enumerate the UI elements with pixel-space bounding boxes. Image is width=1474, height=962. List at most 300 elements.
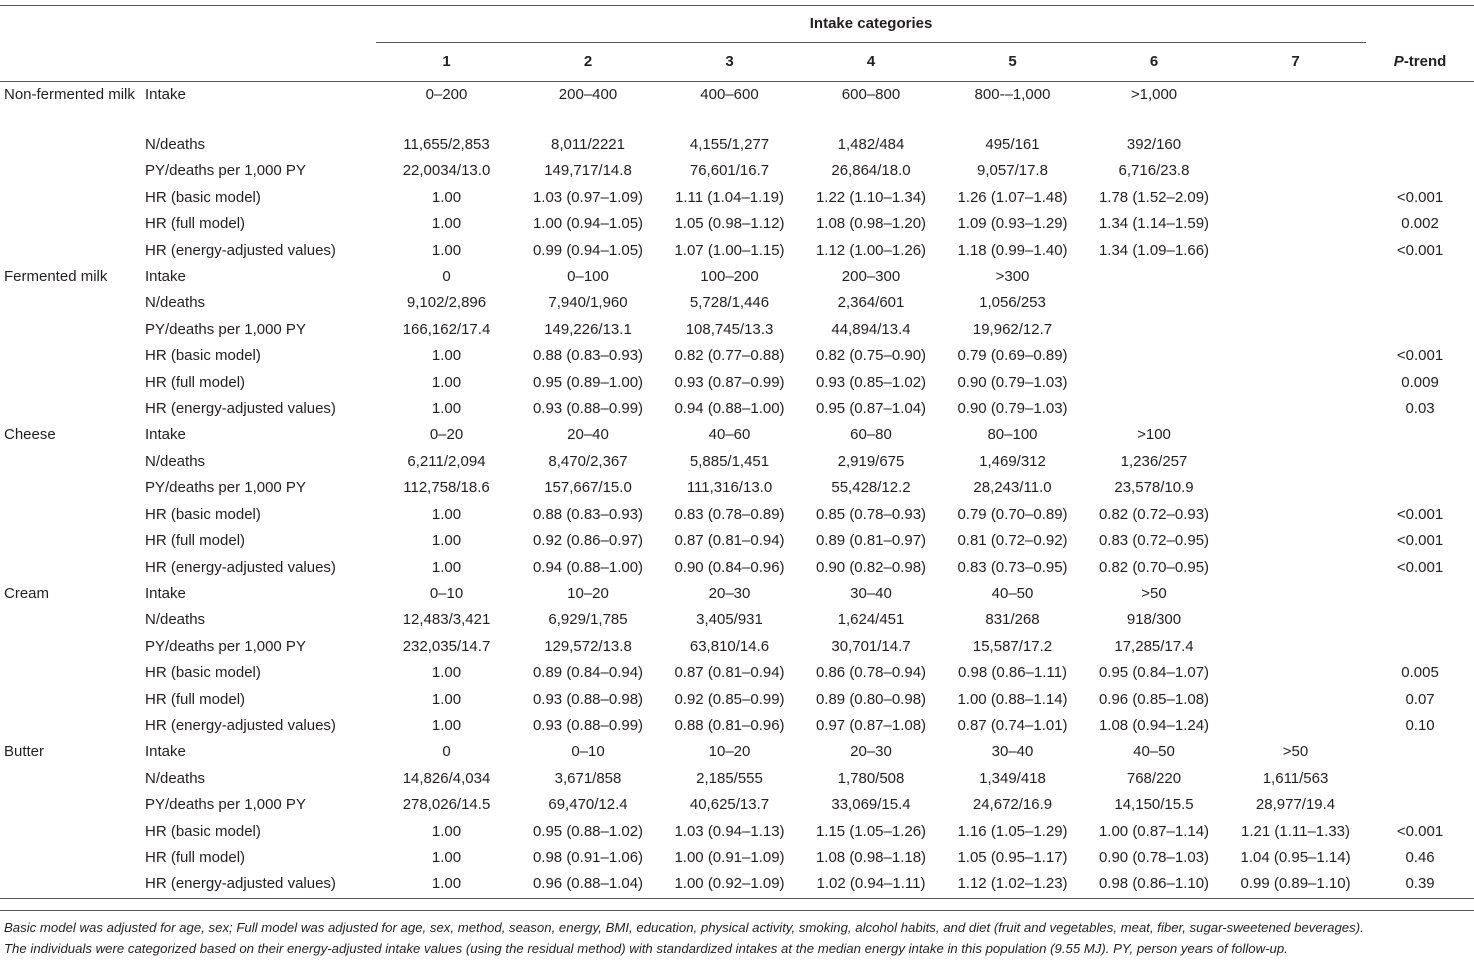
table-row <box>0 634 1474 660</box>
row-label: PY/deaths per 1,000 PY <box>145 162 306 180</box>
table-cell: 0 <box>442 743 451 761</box>
table-cell: 149,226/13.1 <box>544 320 632 338</box>
p-trend-cell <box>1366 158 1474 184</box>
table-cell: 0–20 <box>429 426 464 444</box>
table-row <box>0 792 1474 818</box>
table-cell <box>1225 343 1366 369</box>
table-cell: 76,601/16.7 <box>689 162 770 180</box>
table-cell: 30,701/14.7 <box>831 637 911 655</box>
food-group-label <box>0 317 141 343</box>
table-cell <box>1225 158 1366 184</box>
table-cell: 1.04 (0.95–1.14) <box>1240 848 1351 866</box>
p-trend-cell <box>1366 766 1474 792</box>
header-row-categories <box>0 6 1474 43</box>
table-cell: 0.90 (0.78–1.03) <box>1098 848 1210 866</box>
table-cell: 918/300 <box>1126 611 1182 629</box>
table-cell: 3,671/858 <box>554 769 622 787</box>
table-cell: 0.88 (0.81–0.96) <box>674 716 785 734</box>
table-cell: 6,929/1,785 <box>548 611 628 629</box>
p-trend-cell: 0.009 <box>1401 373 1439 391</box>
row-label: HR (basic model) <box>145 664 261 682</box>
table-cell: 108,745/13.3 <box>685 320 774 338</box>
row-label: HR (basic model) <box>145 188 261 206</box>
table-row <box>0 502 1474 528</box>
food-group-label: Non-fermented milk <box>4 86 135 103</box>
table-cell: 0.90 (0.84–0.96) <box>674 558 785 576</box>
table-cell: 0.89 (0.81–0.97) <box>815 532 927 550</box>
table-cell: 0.82 (0.70–0.95) <box>1098 558 1210 576</box>
table-cell: 0.95 (0.84–1.07) <box>1098 664 1210 682</box>
food-group-label <box>0 475 141 501</box>
food-group-label <box>0 370 141 396</box>
table-cell: 0–10 <box>429 584 464 602</box>
table-row <box>0 370 1474 396</box>
footnote-line: The individuals were categorized based on their energy-adjusted intake values (using the residual method) with standardized intakes at the median energy intake in this population (9.55 MJ). PY, person years of follow-up. <box>4 941 1288 956</box>
table-cell: 11,655/2,853 <box>403 136 490 153</box>
table-cell: 2,185/555 <box>696 769 763 787</box>
table-cell: >50 <box>1141 584 1167 602</box>
table-cell: 1.11 (1.04–1.19) <box>675 188 784 206</box>
table-cell: 2,364/601 <box>837 294 905 312</box>
p-trend-cell <box>1366 132 1474 158</box>
table-cell <box>1225 528 1366 554</box>
table-cell <box>1225 396 1366 422</box>
table-body <box>0 82 1474 899</box>
table-cell: 9,057/17.8 <box>977 162 1048 180</box>
table-cell: 0.98 (0.86–1.11) <box>958 664 1067 682</box>
table-row <box>0 845 1474 871</box>
table-row <box>0 185 1474 211</box>
table-cell: 12,483/3,421 <box>402 611 491 629</box>
table-cell: 19,962/12.7 <box>972 320 1053 338</box>
table-row <box>0 211 1474 237</box>
table-row <box>0 819 1474 845</box>
table-row <box>0 739 1474 765</box>
table-cell: 0.93 (0.88–0.99) <box>532 400 644 418</box>
food-group-label <box>0 555 141 581</box>
table-cell: 22,0034/13.0 <box>402 162 491 180</box>
table-cell <box>1225 502 1366 528</box>
food-group-label <box>0 660 141 686</box>
table-cell: 392/160 <box>1126 136 1182 153</box>
table-cell: 5,885/1,451 <box>689 452 770 470</box>
table-cell: 1.00 <box>431 188 462 206</box>
table-cell: 14,150/15.5 <box>1114 796 1194 814</box>
table-cell: >100 <box>1137 426 1171 444</box>
table-cell: 69,470/12.4 <box>548 796 628 814</box>
table-cell: 0.92 (0.86–0.97) <box>532 532 644 550</box>
food-group-label: Cheese <box>4 426 56 444</box>
table-cell: 0.94 (0.88–1.00) <box>674 400 785 418</box>
table-cell: 40,625/13.7 <box>689 796 770 814</box>
table-cell: 1.18 (0.99–1.40) <box>957 241 1068 259</box>
table-cell: 112,758/18.6 <box>403 479 490 497</box>
food-group-label <box>0 792 141 818</box>
table-cell <box>1225 660 1366 686</box>
header-empty-group-2 <box>0 43 141 82</box>
footnote-line: Basic model was adjusted for age, sex; Full model was adjusted for age, sex, method, season, energy, BMI, education, physical activity, smoking, alcohol habits, and diet (fruit and vegetables, meat, fiber, sugar-sweetened beverages). <box>4 920 1364 935</box>
table-cell: 1.26 (1.07–1.48) <box>957 188 1068 206</box>
table-cell: 166,162/17.4 <box>402 320 491 338</box>
table-cell: 0.85 (0.78–0.93) <box>815 505 927 523</box>
table-row <box>0 449 1474 475</box>
table-cell: 1,349/418 <box>979 769 1046 787</box>
table-cell: 1.08 (0.98–1.18) <box>815 848 927 866</box>
row-label: HR (basic model) <box>145 822 261 840</box>
table-cell: 0.94 (0.88–1.00) <box>532 558 644 576</box>
row-label: N/deaths <box>145 769 206 787</box>
table-cell: 63,810/14.6 <box>689 637 770 655</box>
food-group-label <box>0 185 141 211</box>
table-cell: 200–300 <box>841 268 901 286</box>
table-cell <box>1225 713 1366 739</box>
table-row <box>0 766 1474 792</box>
row-label: HR (full model) <box>145 848 246 866</box>
header-empty-group <box>0 6 141 43</box>
food-group-label <box>0 158 141 184</box>
table-cell <box>1083 290 1225 316</box>
table-cell: 0.83 (0.72–0.95) <box>1098 532 1210 550</box>
p-trend-cell: <0.001 <box>1396 188 1444 206</box>
table-cell: 0.83 (0.78–0.89) <box>674 505 785 523</box>
table-cell: 1.00 <box>431 241 462 259</box>
row-label: HR (basic model) <box>145 505 261 523</box>
table-row <box>0 555 1474 581</box>
table-cell: 6,211/2,094 <box>407 452 486 470</box>
column-header: 1 <box>442 53 451 70</box>
table-cell <box>1225 634 1366 660</box>
table-cell: 800-–1,000 <box>974 86 1051 103</box>
table-row <box>0 343 1474 369</box>
table-cell: 0.90 (0.79–1.03) <box>957 400 1068 418</box>
food-group-label <box>0 607 141 633</box>
p-trend-cell: <0.001 <box>1396 347 1444 365</box>
table-cell: 1,611/563 <box>1262 769 1329 787</box>
row-label: PY/deaths per 1,000 PY <box>145 637 306 655</box>
table-cell: 1,624/451 <box>837 611 905 629</box>
food-group-label <box>0 713 141 739</box>
table-row <box>0 238 1474 264</box>
food-group-label <box>0 502 141 528</box>
header-empty-ptrend <box>1366 6 1474 43</box>
header-empty-label <box>141 6 376 43</box>
food-group-label <box>0 211 141 237</box>
p-trend-cell: <0.001 <box>1396 822 1444 840</box>
table-cell: 1.00 <box>431 690 462 708</box>
table-cell: 1.00 (0.91–1.09) <box>674 848 785 866</box>
food-group-label <box>0 343 141 369</box>
table-row <box>0 528 1474 554</box>
table-row <box>0 713 1474 739</box>
p-trend-cell: 0.03 <box>1405 400 1435 418</box>
table-cell: 0.87 (0.74–1.01) <box>957 716 1068 734</box>
table-cell: 1.00 <box>431 558 462 576</box>
column-header: 4 <box>866 53 876 70</box>
p-trend-cell <box>1366 264 1474 290</box>
row-label: Intake <box>145 268 186 286</box>
p-trend-cell <box>1366 792 1474 818</box>
table-cell: 8,011/2221 <box>551 136 625 153</box>
p-trend-cell <box>1366 475 1474 501</box>
table-cell: 0.82 (0.75–0.90) <box>815 347 927 365</box>
table-cell: 1.00 (0.88–1.14) <box>957 690 1068 708</box>
table-row <box>0 264 1474 290</box>
table-cell: 1.00 (0.87–1.14) <box>1098 822 1210 840</box>
table-cell: >300 <box>995 268 1030 286</box>
table-cell: 1.00 <box>431 400 462 418</box>
table-cell: 495/161 <box>985 136 1040 153</box>
table-cell: 15,587/17.2 <box>972 637 1053 655</box>
table-cell <box>1225 185 1366 211</box>
table-cell: 0.95 (0.89–1.00) <box>532 373 644 391</box>
row-label: HR (energy-adjusted values) <box>145 558 336 576</box>
table-cell: 0.93 (0.88–0.98) <box>532 690 644 708</box>
table-cell: 129,572/13.8 <box>544 637 632 655</box>
table-cell: 0.99 (0.94–1.05) <box>532 241 644 259</box>
table-cell: 1,056/253 <box>979 294 1046 312</box>
table-cell: 20–40 <box>567 426 609 444</box>
table-row <box>0 396 1474 422</box>
table-cell: 80–100 <box>987 426 1038 444</box>
table-cell <box>1225 290 1366 316</box>
table-cell: 1.00 <box>431 215 462 233</box>
table-cell: 278,026/14.5 <box>402 796 491 814</box>
table-row <box>0 158 1474 184</box>
table-row <box>0 422 1474 448</box>
table-cell <box>1083 396 1225 422</box>
table-cell: 0.82 (0.77–0.88) <box>674 347 785 365</box>
results-table <box>0 5 1474 899</box>
table-row <box>0 607 1474 633</box>
food-group-label <box>0 528 141 554</box>
table-cell: 149,717/14.8 <box>544 162 632 180</box>
food-group-label <box>0 819 141 845</box>
table-cell: 2,919/675 <box>837 452 905 470</box>
food-group-label: Butter <box>4 743 45 761</box>
food-group-label <box>0 238 141 264</box>
p-trend-cell: <0.001 <box>1396 558 1444 576</box>
food-group-label <box>0 687 141 713</box>
table-cell <box>1225 238 1366 264</box>
table-cell: 0.79 (0.70–0.89) <box>957 505 1068 523</box>
row-label: PY/deaths per 1,000 PY <box>145 320 306 338</box>
table-cell: 0.95 (0.88–1.02) <box>532 822 644 840</box>
p-trend-cell <box>1366 739 1474 765</box>
table-cell: 200–400 <box>558 86 618 103</box>
table-cell: 0.92 (0.85–0.99) <box>674 690 785 708</box>
table-row <box>0 290 1474 316</box>
table-cell: 33,069/15.4 <box>831 796 911 814</box>
table-cell: 0.96 (0.88–1.04) <box>532 875 644 893</box>
column-header: 7 <box>1291 53 1300 70</box>
table-cell: 0.89 (0.84–0.94) <box>532 664 644 682</box>
table-cell: 1.05 (0.95–1.17) <box>957 848 1068 866</box>
table-row <box>0 871 1474 898</box>
table-row <box>0 687 1474 713</box>
table-cell: 28,977/19.4 <box>1255 796 1336 814</box>
table-cell: 55,428/12.2 <box>831 479 911 497</box>
table-cell: 26,864/18.0 <box>831 162 911 180</box>
table-row <box>0 475 1474 501</box>
table-cell: 0.88 (0.83–0.93) <box>532 347 644 365</box>
table-cell: >50 <box>1282 743 1309 761</box>
p-trend-cell: <0.001 <box>1396 532 1444 550</box>
table-cell <box>1225 264 1366 290</box>
p-trend-cell: 0.46 <box>1405 848 1435 866</box>
table-cell: 0–100 <box>567 268 609 286</box>
p-trend-cell <box>1366 449 1474 475</box>
header-empty-label-2 <box>141 43 376 82</box>
table-cell: 17,285/17.4 <box>1114 637 1194 655</box>
food-group-label: Fermented milk <box>4 268 108 286</box>
row-label: Intake <box>145 426 186 444</box>
row-label: HR (full model) <box>145 532 246 550</box>
table-cell: 1.15 (1.05–1.26) <box>815 822 927 840</box>
table-cell: 0.88 (0.83–0.93) <box>532 505 644 523</box>
table-cell <box>1225 449 1366 475</box>
table-cell: 0.99 (0.89–1.10) <box>1240 875 1351 893</box>
table-cell: 1.07 (1.00–1.15) <box>674 241 785 259</box>
table-cell: 0.90 (0.82–0.98) <box>815 558 927 576</box>
p-trend-cell <box>1366 290 1474 316</box>
table-cell: 5,728/1,446 <box>689 294 770 312</box>
column-header: 6 <box>1149 53 1159 70</box>
table-cell: 20–30 <box>850 743 892 761</box>
table-cell: 28,243/11.0 <box>973 479 1052 497</box>
table-cell: 23,578/10.9 <box>1114 479 1194 497</box>
row-label: HR (energy-adjusted values) <box>145 875 336 893</box>
table-cell: 1.00 <box>431 505 462 523</box>
table-cell: 14,826/4,034 <box>402 769 491 787</box>
table-cell <box>1225 475 1366 501</box>
p-trend-cell: 0.005 <box>1401 664 1439 682</box>
table-cell: 1,482/484 <box>837 136 905 153</box>
table-cell: >1,000 <box>1130 86 1178 103</box>
table-cell: 30–40 <box>850 584 892 602</box>
row-label: HR (energy-adjusted values) <box>145 400 336 418</box>
table-cell: 0.93 (0.85–1.02) <box>815 373 927 391</box>
table-cell: 0.95 (0.87–1.04) <box>815 400 927 418</box>
column-header: 3 <box>725 53 734 70</box>
table-cell: 1,469/312 <box>979 452 1046 470</box>
table-cell: 1.00 (0.92–1.09) <box>674 875 785 893</box>
table-cell <box>1083 370 1225 396</box>
table-cell: 1.00 <box>431 532 462 550</box>
table-cell: 10–20 <box>567 584 609 602</box>
table-cell: 0.93 (0.87–0.99) <box>674 373 785 391</box>
row-label: HR (energy-adjusted values) <box>145 241 336 259</box>
table-cell: 400–600 <box>700 86 759 103</box>
table-cell: 0.98 (0.91–1.06) <box>532 848 644 866</box>
table-cell: 44,894/13.4 <box>831 320 911 338</box>
row-label: HR (full model) <box>145 215 246 233</box>
p-trend-cell <box>1366 317 1474 343</box>
table-cell: 0.96 (0.85–1.08) <box>1098 690 1210 708</box>
table-row <box>0 660 1474 686</box>
table-cell <box>1225 82 1366 133</box>
table-cell: 10–20 <box>708 743 751 761</box>
table-cell <box>1225 422 1366 448</box>
table-cell: 0.81 (0.72–0.92) <box>957 532 1068 550</box>
table-cell: 157,667/15.0 <box>544 479 632 497</box>
table-cell: 600–800 <box>841 86 901 103</box>
table-cell: 20–30 <box>708 584 751 602</box>
table-cell: 0.87 (0.81–0.94) <box>674 532 785 550</box>
food-group-label <box>0 766 141 792</box>
p-trend-cell: 0.07 <box>1405 690 1435 708</box>
table-cell: 1.00 <box>431 664 462 682</box>
table-cell: 0.86 (0.78–0.94) <box>815 664 927 682</box>
table-cell <box>1225 607 1366 633</box>
table-cell: 0 <box>442 268 451 286</box>
table-cell: 1.00 <box>431 373 462 391</box>
row-label: Intake <box>145 743 186 761</box>
table-cell: 232,035/14.7 <box>402 637 491 655</box>
table-cell: 8,470/2,367 <box>548 452 628 470</box>
p-trend-cell: 0.39 <box>1405 875 1435 893</box>
table-cell: 0.97 (0.87–1.08) <box>815 716 927 734</box>
footnote-rule <box>0 910 1474 911</box>
table-cell <box>1225 555 1366 581</box>
table-cell <box>1083 317 1225 343</box>
row-label: Intake <box>145 86 186 103</box>
table-cell: 1.03 (0.94–1.13) <box>674 822 785 840</box>
row-label: PY/deaths per 1,000 PY <box>145 796 306 814</box>
table-cell: 1.02 (0.94–1.11) <box>816 875 926 893</box>
table-cell: 1,236/257 <box>1120 452 1188 470</box>
table-cell: 1.34 (1.09–1.66) <box>1098 241 1210 259</box>
p-trend-cell <box>1366 607 1474 633</box>
food-group-label <box>0 449 141 475</box>
table-cell: 1.00 <box>431 716 462 734</box>
table-cell: 40–60 <box>708 426 751 444</box>
food-group-label <box>0 871 141 898</box>
row-label: N/deaths <box>145 294 206 312</box>
table-cell: 6,716/23.8 <box>1118 162 1190 180</box>
table-cell: 0.87 (0.81–0.94) <box>674 664 785 682</box>
table-cell: 4,155/1,277 <box>689 136 770 153</box>
p-trend-cell <box>1366 581 1474 607</box>
table-cell: 1.22 (1.10–1.34) <box>815 188 927 206</box>
header-row-columns <box>0 43 1474 82</box>
table-cell: 1,780/508 <box>837 769 905 787</box>
p-trend-cell: <0.001 <box>1396 241 1444 259</box>
table-cell: 1.12 (1.00–1.26) <box>815 241 927 259</box>
table-cell: 1.21 (1.11–1.33) <box>1241 822 1351 840</box>
food-group-label <box>0 396 141 422</box>
table-cell: 30–40 <box>991 743 1034 761</box>
food-group-label <box>0 634 141 660</box>
row-label: HR (full model) <box>145 373 246 391</box>
row-label: PY/deaths per 1,000 PY <box>145 479 306 497</box>
table-cell <box>1225 687 1366 713</box>
table-cell: 0.98 (0.86–1.10) <box>1098 875 1210 893</box>
table-cell: 7,940/1,960 <box>548 294 628 312</box>
p-trend-cell <box>1366 422 1474 448</box>
table-cell: 1.12 (1.02–1.23) <box>957 875 1068 893</box>
p-trend-cell <box>1366 634 1474 660</box>
row-label: N/deaths <box>145 452 206 470</box>
table-cell: 24,672/16.9 <box>972 796 1053 814</box>
table-cell <box>1225 317 1366 343</box>
row-label: N/deaths <box>145 611 206 629</box>
table-cell: 0–200 <box>425 86 468 103</box>
food-group-label: Cream <box>4 584 50 602</box>
table-cell: 1.00 <box>431 347 462 365</box>
table-cell <box>1083 264 1225 290</box>
table-cell: 9,102/2,896 <box>406 294 487 312</box>
table-cell <box>1083 343 1225 369</box>
